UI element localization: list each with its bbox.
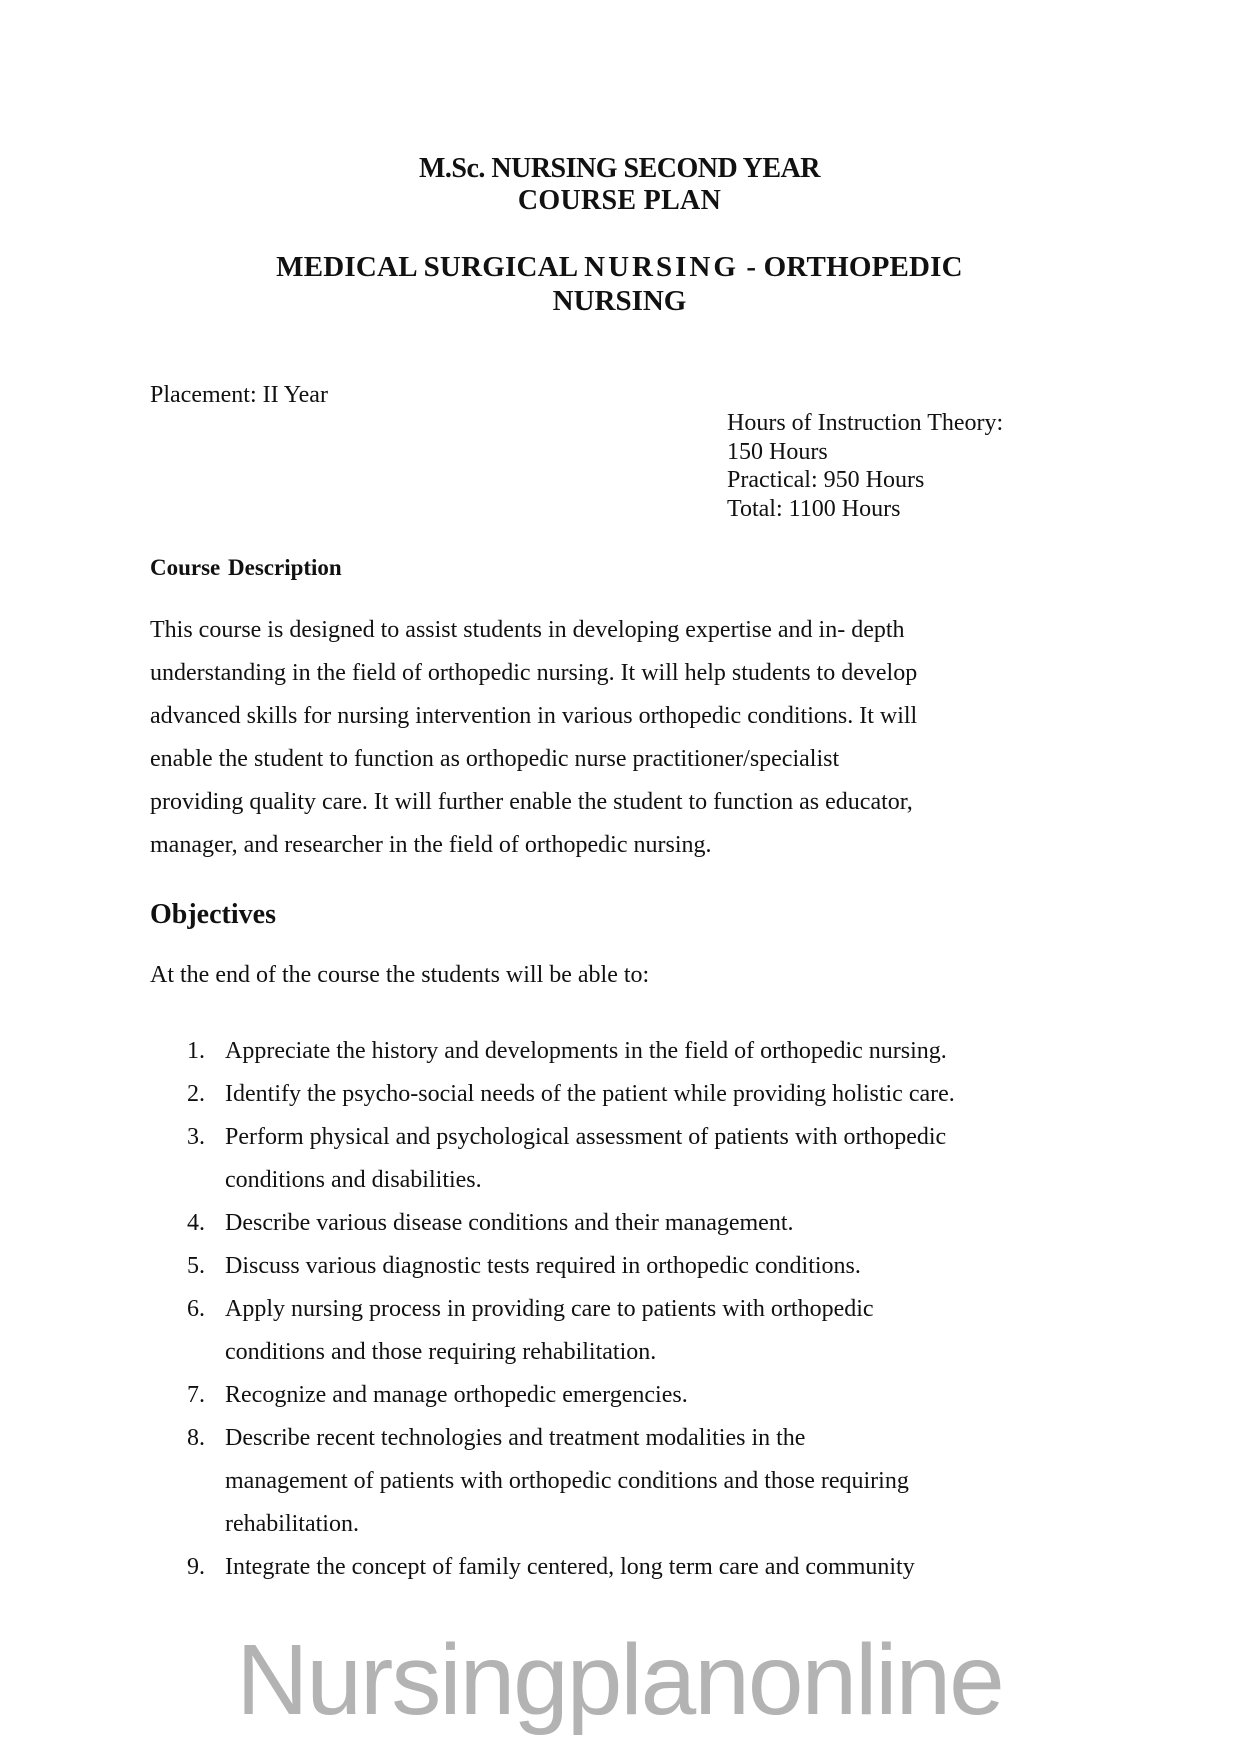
objective-text: Describe various disease conditions and their management. (225, 1210, 794, 1236)
course-name-part2: NURSING (584, 251, 739, 283)
objective-text: Identify the psycho-social needs of the patient while providing holistic care. (225, 1081, 955, 1107)
objective-text: Discuss various diagnostic tests required in orthopedic conditions. (225, 1253, 861, 1279)
objective-item (150, 1288, 1100, 1374)
objective-number: 1. (187, 1038, 205, 1064)
objective-number: 3. (187, 1124, 205, 1150)
course-name-part3: - ORTHOPEDIC (738, 251, 963, 283)
description-line: providing quality care. It will further enable the student to function as educator, (150, 789, 913, 815)
course-description-heading: Course Description (150, 555, 342, 580)
document-title: M.Sc. NURSING SECOND YEAR (418, 153, 821, 184)
objective-number: 2. (187, 1081, 205, 1107)
objective-text: Apply nursing process in providing care to patients with orthopedic (225, 1296, 874, 1322)
course-name-part1: MEDICAL SURGICAL (276, 251, 585, 283)
objective-text: Describe recent technologies and treatment modalities in the (225, 1425, 806, 1451)
description-line: advanced skills for nursing intervention in various orthopedic conditions. It will (150, 703, 918, 729)
description-line: enable the student to function as orthopedic nurse practitioner/specialist (150, 746, 840, 772)
placement-text: Placement: II Year (150, 382, 328, 408)
objectives-intro: At the end of the course the students will be able to: (150, 962, 650, 988)
description-line: understanding in the field of orthopedic nursing. It will help students to develop (150, 660, 918, 686)
watermark: Nursingplanonline (236, 1624, 1003, 1736)
course-description-body (150, 609, 1100, 867)
objective-item (150, 1030, 1100, 1073)
objective-text: Appreciate the history and developments in the field of orthopedic nursing. (225, 1038, 947, 1064)
objective-text: conditions and disabilities. (225, 1167, 482, 1193)
objective-item (150, 1245, 1100, 1288)
objective-item (150, 1374, 1100, 1417)
objectives-heading: Objectives (150, 899, 276, 930)
objective-text: Recognize and manage orthopedic emergencies. (225, 1382, 688, 1408)
objectives-list (150, 1030, 1100, 1589)
description-line: manager, and researcher in the field of orthopedic nursing. (150, 832, 712, 858)
description-line: This course is designed to assist students in developing expertise and in- depth (150, 617, 905, 643)
objective-number: 7. (187, 1382, 205, 1408)
objective-number: 8. (187, 1425, 205, 1451)
objective-item (150, 1417, 1100, 1546)
course-name-line1 (0, 250, 1239, 284)
objective-number: 6. (187, 1296, 205, 1322)
objective-text: conditions and those requiring rehabilitation. (225, 1339, 657, 1365)
objective-item (150, 1202, 1100, 1245)
hours-line: Hours of Instruction Theory: (727, 410, 1004, 436)
hours-line: Practical: 950 Hours (727, 467, 925, 493)
hours-line: 150 Hours (727, 438, 828, 465)
hours-line: Total: 1100 Hours (727, 495, 901, 522)
objective-text: Perform physical and psychological assessment of patients with orthopedic (225, 1124, 947, 1150)
objective-text: Integrate the concept of family centered, long term care and community (225, 1554, 915, 1580)
objective-number: 4. (187, 1210, 205, 1236)
objective-number: 5. (187, 1253, 205, 1279)
objective-item (150, 1073, 1100, 1116)
hours-of-instruction (727, 409, 1003, 523)
objective-number: 9. (187, 1554, 205, 1580)
objective-item (150, 1546, 1100, 1589)
course-name-line2: NURSING (552, 285, 687, 317)
document-subtitle-course-plan: COURSE PLAN (517, 185, 722, 216)
objective-text: rehabilitation. (225, 1511, 359, 1537)
objective-item (150, 1116, 1100, 1202)
objective-text: management of patients with orthopedic conditions and those requiring (225, 1468, 909, 1494)
